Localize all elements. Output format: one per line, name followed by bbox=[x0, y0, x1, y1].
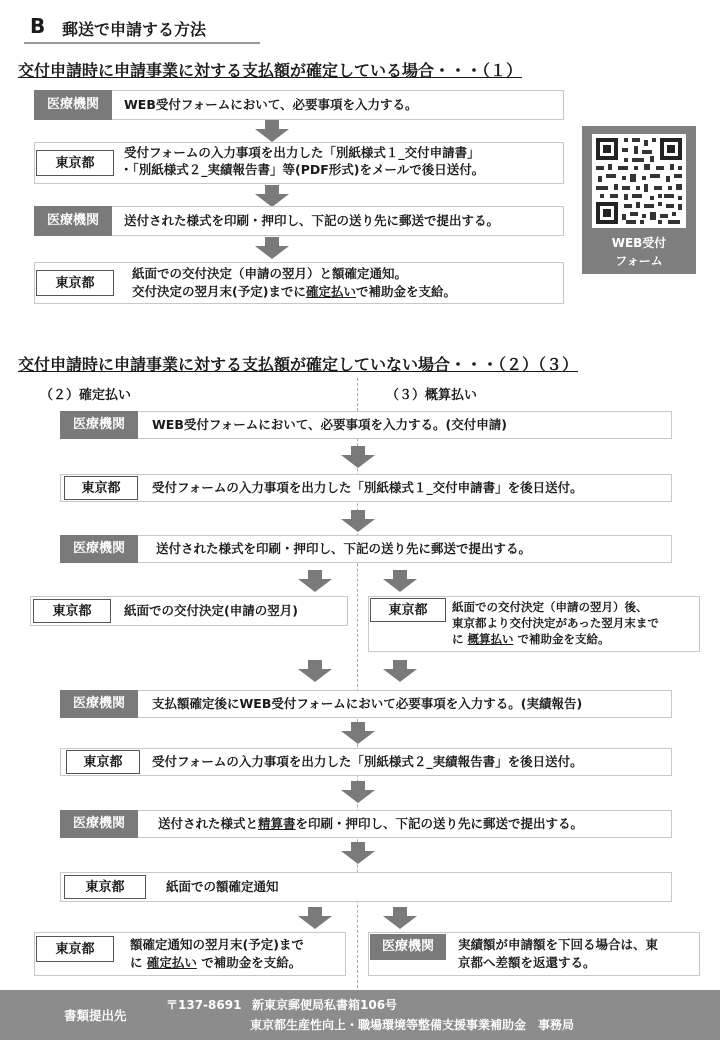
case2-step9-left-line1: 額確定通知の翌月末(予定)まで bbox=[130, 937, 304, 952]
case2-step4-right-line3-post: で補助金を支給。 bbox=[517, 632, 610, 646]
case2-step4-right-org-tag: 東京都 bbox=[370, 598, 446, 622]
section-letter: B bbox=[30, 14, 46, 38]
case1-step2-line2: ・「別紙様式２_実績報告書」等(PDF形式)をメールで後日送付。 bbox=[120, 162, 485, 177]
down-arrow-icon bbox=[255, 237, 289, 259]
case2-step5-org-tag: 医療機関 bbox=[60, 690, 138, 718]
qr-code-icon bbox=[592, 134, 686, 228]
case1-step4-line2 bbox=[132, 284, 456, 300]
down-arrow-icon bbox=[383, 570, 417, 592]
case2-step9-right-org-tag: 医療機関 bbox=[370, 934, 446, 960]
case2-step4-right-line3-underlined: 概算払い bbox=[467, 632, 514, 646]
section-title: 郵送で申請する方法 bbox=[62, 20, 207, 39]
case2-step9-left-line2-underlined: 確定払い bbox=[146, 955, 197, 970]
down-arrow-icon bbox=[298, 907, 332, 929]
case2-step9-left-line2 bbox=[130, 955, 301, 971]
case1-step4-line2-post: で補助金を支給。 bbox=[355, 284, 456, 299]
case2-col-left-label: （２）確定払い bbox=[40, 388, 132, 403]
footer-label: 書類提出先 bbox=[64, 1008, 127, 1023]
case2-step4-right-line3 bbox=[452, 631, 610, 647]
case2-step9-right-line2: 京都へ差額を返還する。 bbox=[458, 955, 596, 970]
case2-step7-text bbox=[158, 816, 583, 832]
case2-step5-text: 支払額確定後にWEB受付フォームにおいて必要事項を入力する。(実績報告) bbox=[152, 696, 583, 711]
case2-step9-right-line1: 実績額が申請額を下回る場合は、東 bbox=[458, 937, 659, 952]
footer-postal: 〒137-8691 bbox=[166, 998, 242, 1012]
case2-step1-text: WEB受付フォームにおいて、必要事項を入力する。(交付申請) bbox=[152, 417, 507, 432]
case1-step4-line2-pre: 交付決定の翌月末(予定)までに bbox=[132, 284, 306, 299]
case2-step7-text-post: を印刷・押印し、下記の送り先に郵送で提出する。 bbox=[295, 816, 584, 831]
case1-step1-org-tag: 医療機関 bbox=[34, 90, 112, 120]
case2-step4-left-org-tag: 東京都 bbox=[33, 599, 111, 623]
down-arrow-icon bbox=[341, 781, 375, 803]
case1-step2-org-tag: 東京都 bbox=[36, 150, 114, 176]
footer-office: 東京都生産性向上・職場環境等整備支援事業補助金 事務局 bbox=[250, 1018, 575, 1032]
down-arrow-icon bbox=[255, 185, 289, 207]
section-underline bbox=[24, 42, 260, 44]
case1-step2-line1: 受付フォームの入力事項を出力した「別紙様式１_交付申請書」 bbox=[124, 145, 480, 160]
case2-step4-left-text: 紙面での交付決定(申請の翌月) bbox=[124, 603, 298, 618]
case2-step2-org-tag: 東京都 bbox=[64, 476, 138, 500]
case2-step4-right-line2: 東京都より交付決定があった翌月末まで bbox=[452, 616, 659, 630]
case2-step3-org-tag: 医療機関 bbox=[60, 535, 138, 563]
down-arrow-icon bbox=[383, 660, 417, 682]
case2-step8-org-tag: 東京都 bbox=[64, 875, 146, 899]
footer-address: 新東京郵便局私書箱106号 bbox=[252, 998, 398, 1012]
case2-step6-org-tag: 東京都 bbox=[66, 750, 140, 774]
down-arrow-icon bbox=[341, 446, 375, 468]
footer-bar bbox=[0, 990, 720, 1040]
down-arrow-icon bbox=[255, 120, 289, 142]
down-arrow-icon bbox=[298, 660, 332, 682]
case2-step9-left-org-tag: 東京都 bbox=[36, 936, 114, 962]
case1-step4-org-tag: 東京都 bbox=[36, 270, 114, 296]
case1-step3-text: 送付された様式を印刷・押印し、下記の送り先に郵送で提出する。 bbox=[124, 213, 500, 228]
case2-step4-right-line3-pre: に bbox=[452, 632, 464, 646]
down-arrow-icon bbox=[298, 570, 332, 592]
case2-heading: 交付申請時に申請事業に対する支払額が確定していない場合・・・（２）（３） bbox=[18, 355, 579, 374]
case2-col-right-label: （３）概算払い bbox=[386, 388, 478, 403]
case2-step9-left-line2-post: で補助金を支給。 bbox=[201, 955, 302, 970]
case2-step2-text: 受付フォームの入力事項を出力した「別紙様式１_交付申請書」を後日送付。 bbox=[152, 480, 583, 495]
case2-step6-text: 受付フォームの入力事項を出力した「別紙様式２_実績報告書」を後日送付。 bbox=[152, 754, 583, 769]
case2-step4-right-line1: 紙面での交付決定（申請の翌月）後、 bbox=[452, 600, 648, 614]
qr-label-line2: フォーム bbox=[615, 254, 663, 268]
qr-label-line1: WEB受付 bbox=[611, 236, 667, 250]
down-arrow-icon bbox=[341, 510, 375, 532]
case2-step8-text: 紙面での額確定通知 bbox=[166, 879, 279, 894]
case2-step8-box bbox=[60, 872, 672, 902]
case2-step1-org-tag: 医療機関 bbox=[60, 411, 138, 439]
case1-heading: 交付申請時に申請事業に対する支払額が確定している場合・・・（１） bbox=[18, 61, 523, 80]
case2-step7-org-tag: 医療機関 bbox=[60, 810, 138, 838]
case1-step4-line1: 紙面での交付決定（申請の翌月）と額確定通知。 bbox=[132, 266, 408, 281]
case2-step7-text-pre: 送付された様式と bbox=[158, 816, 259, 831]
case1-step3-org-tag: 医療機関 bbox=[34, 206, 112, 236]
qr-panel[interactable] bbox=[582, 126, 696, 274]
down-arrow-icon bbox=[341, 842, 375, 864]
case1-step1-text: WEB受付フォームにおいて、必要事項を入力する。 bbox=[124, 97, 418, 112]
case2-step3-text: 送付された様式を印刷・押印し、下記の送り先に郵送で提出する。 bbox=[156, 541, 532, 556]
down-arrow-icon bbox=[341, 722, 375, 744]
case2-step7-text-underlined: 精算書 bbox=[258, 816, 296, 831]
case2-step9-left-line2-pre: に bbox=[130, 955, 143, 970]
case1-step4-line2-underlined: 確定払い bbox=[305, 284, 356, 299]
down-arrow-icon bbox=[383, 907, 417, 929]
